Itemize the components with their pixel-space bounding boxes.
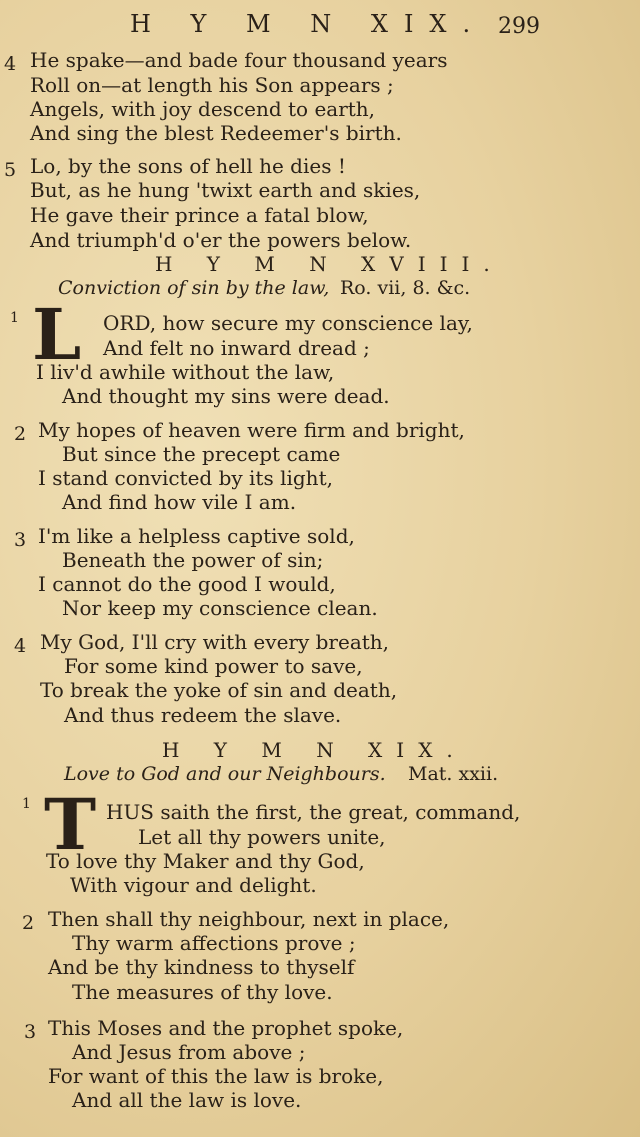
verse-number: 5 (4, 159, 17, 181)
running-head (0, 8, 640, 44)
verse-line: This Moses and the prophet spoke, (48, 1016, 404, 1040)
verse-line: And sing the blest Redeemer's birth. (30, 121, 402, 145)
verse-line: He spake—and bade four thousand years (30, 48, 448, 72)
page-number: 299 (498, 14, 540, 39)
verse-number: 4 (14, 635, 27, 657)
verse-number: 3 (24, 1021, 37, 1043)
verse-line: To break the yoke of sin and death, (40, 678, 398, 702)
verse-number: 2 (22, 912, 35, 934)
verse-line: And triumph'd o'er the powers below. (30, 228, 412, 252)
verse-line: For want of this the law is broke, (48, 1064, 384, 1088)
verse-number: 1 (10, 310, 19, 326)
scripture-reference: Mat. xxii. (408, 763, 499, 785)
verse-line: But since the precept came (62, 442, 341, 466)
hymn-subtitle: Conviction of sin by the law, (58, 277, 330, 299)
verse-line: My hopes of heaven were firm and bright, (38, 418, 465, 442)
verse-line: I stand convicted by its light, (38, 466, 333, 490)
verse-line: Beneath the power of sin; (62, 548, 324, 572)
verse-line: Then shall thy neighbour, next in place, (48, 907, 450, 931)
verse-line: And find how vile I am. (62, 490, 297, 514)
verse-line: And thus redeem the slave. (64, 703, 342, 727)
verse-line: But, as he hung 'twixt earth and skies, (30, 178, 421, 202)
verse-line: Angels, with joy descend to earth, (30, 97, 376, 121)
hymn-subtitle: Love to God and our Neighbours. (64, 763, 386, 785)
verse-line: And be thy kindness to thyself (48, 955, 355, 979)
hymn-title: H Y M N XIX. (162, 738, 467, 762)
verse-line: He gave their prince a fatal blow, (30, 203, 369, 227)
verse-line: HUS saith the first, the great, command, (106, 800, 521, 824)
verse-number: 1 (22, 796, 31, 812)
verse-number: 2 (14, 423, 27, 445)
verse-line: ORD, how secure my conscience lay, (103, 311, 473, 335)
verse-line: Roll on—at length his Son appears ; (30, 73, 394, 97)
verse-line: With vigour and delight. (70, 873, 317, 897)
verse-number: 4 (4, 53, 17, 75)
drop-cap: T (44, 783, 97, 866)
verse-line: And Jesus from above ; (72, 1040, 306, 1064)
verse-line: And thought my sins were dead. (62, 384, 390, 408)
verse-line: And felt no inward dread ; (103, 336, 370, 360)
verse-line: The measures of thy love. (72, 980, 333, 1004)
scripture-reference: Ro. vii, 8. &c. (340, 277, 471, 299)
hymn-title: H Y M N XVIII. (155, 252, 504, 276)
verse-line: For some kind power to save, (64, 654, 363, 678)
running-head-title: H Y M N XIX. (130, 10, 487, 38)
verse-line: I cannot do the good I would, (38, 572, 336, 596)
verse-line: To love thy Maker and thy God, (46, 849, 365, 873)
verse-line: Let all thy powers unite, (138, 825, 386, 849)
verse-line: My God, I'll cry with every breath, (40, 630, 390, 654)
verse-line: Nor keep my conscience clean. (62, 596, 378, 620)
verse-line: Thy warm affections prove ; (72, 931, 356, 955)
verse-number: 3 (14, 529, 27, 551)
verse-line: And all the law is love. (72, 1088, 302, 1112)
verse-line: I'm like a helpless captive sold, (38, 524, 355, 548)
drop-cap: L (32, 293, 82, 376)
verse-line: I liv'd awhile without the law, (36, 360, 335, 384)
verse-line: Lo, by the sons of hell he dies ! (30, 154, 346, 178)
